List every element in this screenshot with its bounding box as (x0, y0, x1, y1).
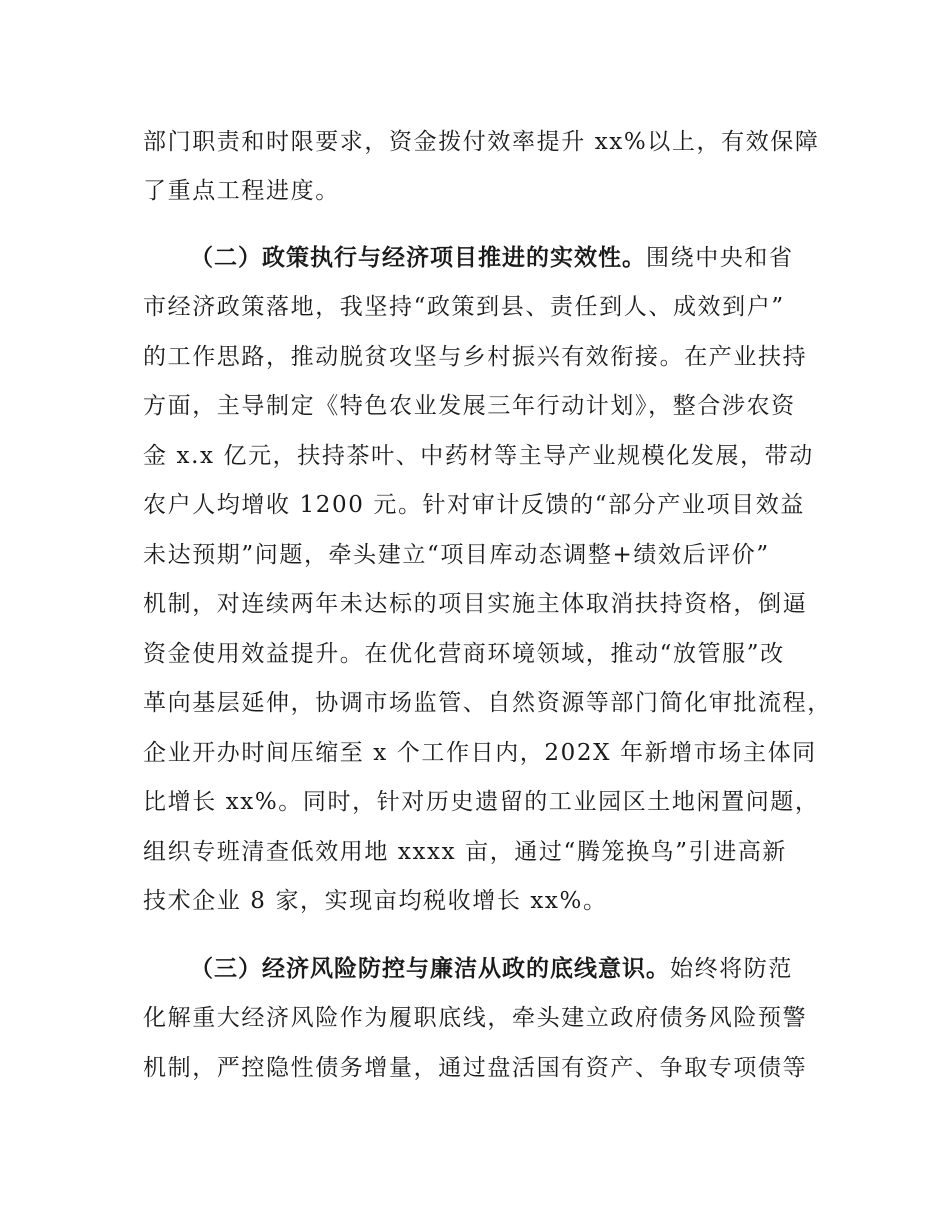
paragraph-3-line-2: 化解重大经济风险作为履职底线，牵头建立政府债务风险预警 (143, 1005, 808, 1031)
paragraph-2-line-10: 革向基层延伸，协调市场监管、自然资源等部门简化审批流程， (143, 690, 832, 716)
paragraph-3-first-line (190, 954, 793, 984)
paragraph-2-line-8: 机制，对连续两年未达标的项目实施主体取消扶持资格，倒逼 (143, 591, 808, 617)
paragraph-2-line-6: 农户人均增收 1200 元。针对审计反馈的“部分产业项目效益 (143, 492, 805, 518)
paragraph-2-line-12: 比增长 xx%。同时，针对历史遗留的工业园区土地闲置问题， (143, 789, 820, 815)
paragraph-3-line-3: 机制，严控隐性债务增量，通过盘活国有资产、争取专项债等 (143, 1055, 808, 1081)
section-heading-2: （二）政策执行与经济项目推进的实效性。 (190, 245, 646, 271)
paragraph-2-line-13: 组织专班清查低效用地 xxxx 亩，通过“腾笼换鸟”引进高新 (143, 839, 788, 865)
paragraph-2-first-line (190, 243, 794, 273)
paragraph-2-line-11: 企业开办时间压缩至 x 个工作日内，202X 年新增市场主体同 (143, 740, 817, 766)
section-heading-3: （三）经济风险防控与廉洁从政的底线意识。 (190, 956, 670, 982)
paragraph-2-line-9: 资金使用效益提升。在优化营商环境领域，推动“放管服”改 (143, 641, 785, 667)
paragraph-3-line-1-text: 始终将防范 (670, 956, 793, 982)
paragraph-1-line-2: 了重点工程进度。 (143, 178, 340, 204)
paragraph-2-line-1-text: 围绕中央和省 (646, 245, 794, 271)
paragraph-1-line-1: 部门职责和时限要求，资金拨付效率提升 xx%以上，有效保障 (143, 129, 820, 155)
paragraph-2-line-7: 未达预期”问题，牵头建立“项目库动态调整+绩效后评价” (143, 542, 770, 568)
paragraph-2-line-3: 的工作思路，推动脱贫攻坚与乡村振兴有效衔接。在产业扶持 (143, 344, 808, 370)
paragraph-2-line-4: 方面，主导制定《特色农业发展三年行动计划》，整合涉农资 (143, 393, 796, 419)
paragraph-2-line-5: 金 x.x 亿元，扶持茶叶、中药材等主导产业规模化发展，带动 (143, 443, 814, 469)
paragraph-2-line-14: 技术企业 8 家，实现亩均税收增长 xx%。 (143, 888, 608, 914)
paragraph-2-line-2: 市经济政策落地，我坚持“政策到县、责任到人、成效到户” (143, 294, 785, 320)
